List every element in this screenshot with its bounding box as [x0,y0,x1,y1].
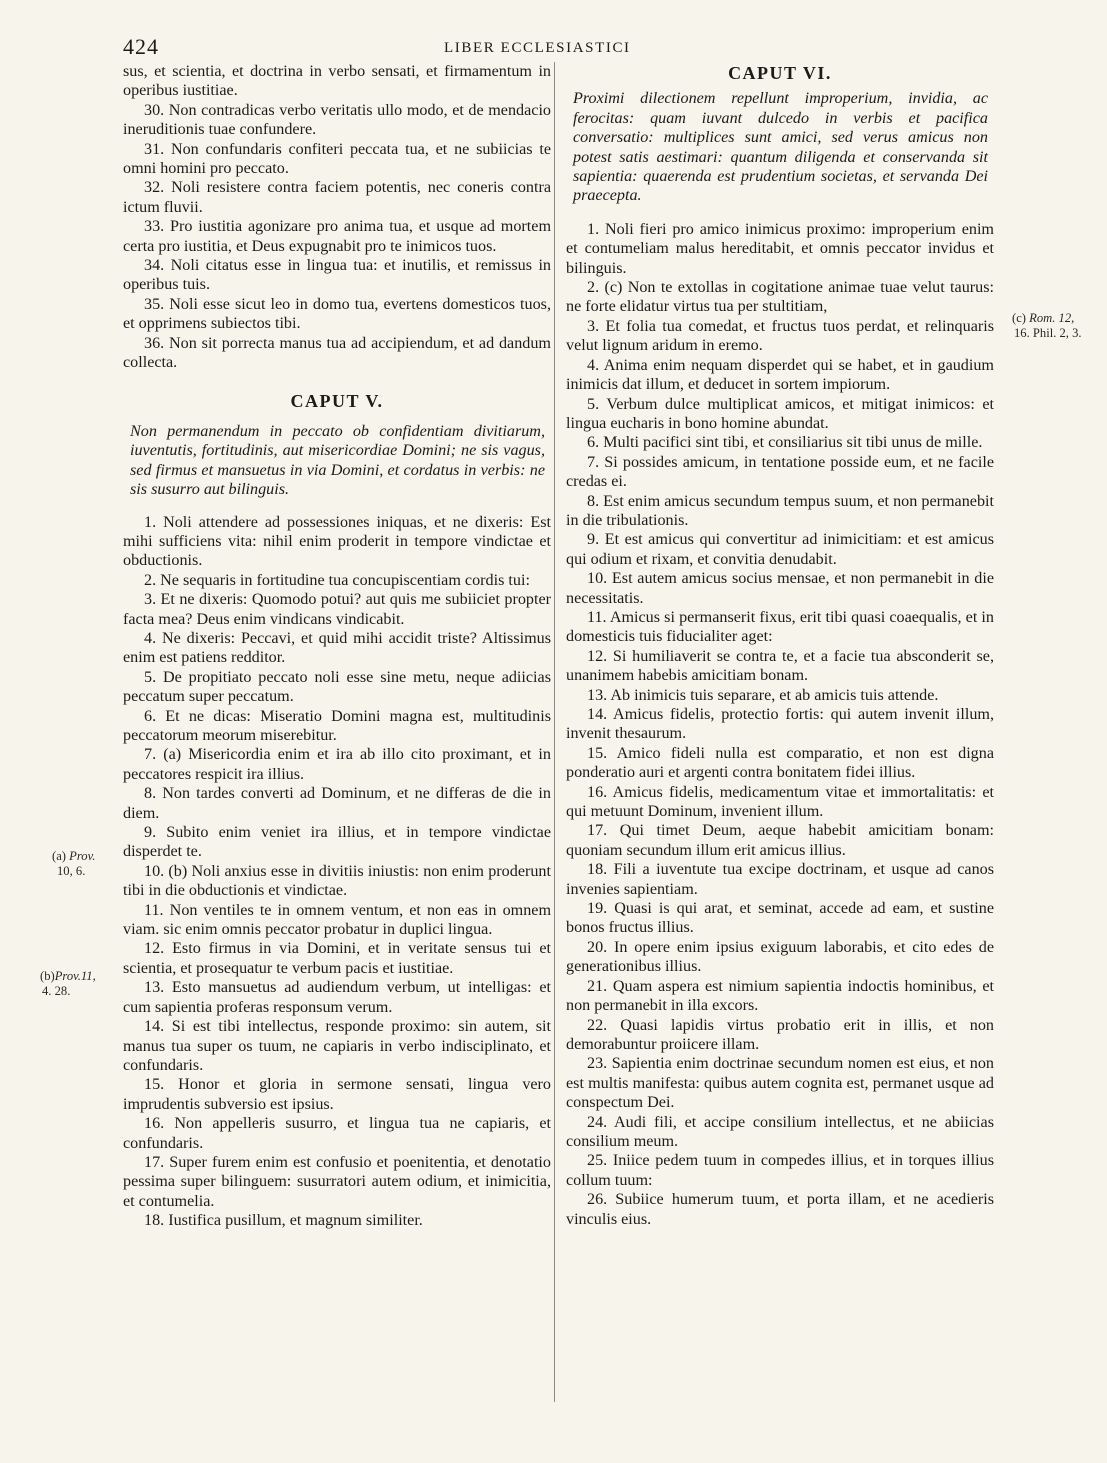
verse-paragraph: 5. De propitiato peccato noli esse sine metu, neque adiicias peccatum super peccatum. [123,668,551,706]
verse-paragraph: 23. Sapientia enim doctrinae secundum nomen est eius, et non est multis manifesta: quibus autem cognita est, permanet usque ad conspectum Dei. [566,1055,994,1112]
verse-paragraph: 30. Non contradicas verbo veritatis ullo modo, et de mendacio ineruditionis tuae confundere. [123,101,551,139]
verse-paragraph: 8. Est enim amicus secundum tempus suum, et non permanebit in die tribulationis. [566,492,994,529]
verse-paragraph: 31. Non confundaris confiteri peccata tua, et ne subiicias te omni homini pro peccato. [123,140,551,178]
verse-paragraph: 11. Non ventiles te in omnem ventum, et non eas in omnem viam. sic enim omnis peccator probatur in duplici lingua. [123,901,551,939]
verse-paragraph: 22. Quasi lapidis virtus probatio erit in illis, et non demorabuntur proiicere illam. [566,1016,994,1053]
verse-paragraph: 8. Non tardes converti ad Dominum, et ne differas de die in diem. [123,785,551,822]
verse-paragraph: 9. Subito enim veniet ira illius, et in tempore vindictae disperdet te. [123,824,551,861]
note-reference: Prov.11, [54,969,96,983]
verse-paragraph: 4. Anima enim nequam disperdet qui se habet, et in gaudium inimicis dat illum, et deducet in sortem impiorum. [566,356,994,394]
verse-paragraph: 7. Si possides amicum, in tentatione posside eum, et ne facile credas ei. [566,453,994,491]
verse-paragraph: 21. Quam aspera est nimium sapientia indoctis hominibus, et non permanebit in illa excors. [566,977,994,1015]
margin-note-b [40,969,96,998]
note-reference: 10, 6. [57,863,86,878]
verse-paragraph: 10. Est autem amicus socius mensae, et non permanebit in die necessitatis. [566,570,994,607]
verse-paragraph: 17. Qui timet Deum, aeque habebit amicitiam bonam: quoniam secundum illum erit amicus illius. [566,822,994,859]
verse-paragraph: 16. Non appelleris susurro, et lingua tua ne capiaris, et confundaris. [123,1115,551,1152]
chapter-heading: CAPUT V. [290,390,384,411]
verse-paragraph: 1. Noli fieri pro amico inimicus proximo: improperium enim et contumeliam malus hereditabit, et omnis peccator invidus et bilinguis. [566,220,994,277]
verse-paragraph: 9. Et est amicus qui convertitur ad inimicitiam: et est amicus qui odium et rixam, et convitia denudabit. [566,531,994,568]
verse-paragraph: 34. Noli citatus esse in lingua tua: et inutilis, et remissus in operibus tuis. [123,257,551,294]
verse-paragraph: 32. Noli resistere contra faciem potentis, nec coneris contra ictum fluvii. [123,179,551,216]
verse-paragraph: 16. Amicus fidelis, medicamentum vitae et immortalitatis: et qui metuunt Dominum, invenient illum. [566,783,994,821]
note-marker: (a) [52,849,66,863]
verse-paragraph: 7. (a) Misericordia enim et ira ab illo cito proximant, et in peccatores respicit ira illius. [123,746,551,783]
verse-paragraph: 35. Noli esse sicut leo in domo tua, evertens domesticos tuos, et opprimens subiectos tibi. [123,295,551,333]
verse-paragraph: 3. Et folia tua comedat, et fructus tuos perdat, et relinquaris velut lignum aridum in eremo. [566,317,994,355]
note-reference: 16. Phil. 2, 3. [1014,325,1082,340]
verse-paragraph: 36. Non sit porrecta manus tua ad accipiendum, et ad dandum collecta. [123,334,551,372]
verse-paragraph: 12. Si humiliaverit se contra te, et a facie tua absconderit se, unanimem habebis amicitiam bonam. [566,647,994,685]
margin-note-c [1012,311,1082,340]
verse-paragraph: 15. Honor et gloria in sermone sensati, lingua vero imprudentis subversio est ipsius. [123,1076,551,1113]
verse-paragraph: 17. Super furem enim est confusio et poenitentia, et denotatio pessima super bilinguem: susurratori autem odium, et inimicitia, et contumelia. [123,1153,551,1210]
margin-note-a [52,849,95,878]
verse-paragraph: 13. Ab inimicis tuis separare, et ab amicis tuis attende. [587,686,939,704]
verse-paragraph: 6. Et ne dicas: Miseratio Domini magna est, multitudinis peccatorum meorum miserebitur. [123,707,551,744]
verse-paragraph: 18. Iustifica pusillum, et magnum similiter. [144,1212,423,1230]
verse-paragraph: 12. Esto firmus in via Domini, et in veritate sensus tui et scientia, et prosequatur te verbum pacis et iustitiae. [123,940,551,977]
note-reference: Rom. 12, [1029,311,1075,325]
verse-paragraph: 2. (c) Non te extollas in cogitatione animae tuae velut taurus: ne forte elidatur virtus tua per stultitiam, [566,279,994,316]
verse-paragraph: 10. (b) Noli anxius esse in divitiis iniustis: non enim proderunt tibi in die obductionis et vindictae. [123,862,551,900]
verse-paragraph: 24. Audi fili, et accipe consilium intellectus, et ne abiicias consilium meum. [566,1113,994,1150]
verse-paragraph: 13. Esto mansuetus ad audiendum verbum, ut intelligas: et cum sapientia proferas responsum verum. [123,979,551,1016]
verse-paragraph: 3. Et ne dixeris: Quomodo potui? aut quis me subiiciet propter facta mea? Deus enim vindicans vindicabit. [123,591,551,628]
column-divider [554,62,555,1402]
chapter-summary: Proximi dilectionem repellunt improperium, invidia, ac ferocitas: quam iuvant dulcedo in verbis et pacifica conversatio: multiplices sunt amici, sed verus amicus non potest satis aestimari: quantum diligenda et conservanda sit sapientia: quaerenda est prudentium societas, et servanda Dei praecepta. [573,90,988,205]
note-reference: 4. 28. [42,983,71,998]
verse-paragraph: 15. Amico fideli nulla est comparatio, et non est digna ponderatio auri et argenti contra bonitatem fidei illius. [566,744,994,782]
verse-paragraph: sus, et scientia, et doctrina in verbo sensati, et firmamentum in operibus iustitiae. [123,63,551,100]
note-marker: (c) [1012,311,1026,325]
verse-paragraph: 6. Multi pacifici sint tibi, et consiliarius sit tibi unus de mille. [587,434,983,452]
chapter-heading: CAPUT VI. [728,63,832,83]
verse-paragraph: 14. Amicus fidelis, protectio fortis: qui autem invenit illum, invenit thesaurum. [566,706,994,743]
verse-paragraph: 4. Ne dixeris: Peccavi, et quid mihi accidit triste? Altissimus enim est patiens redditor. [123,629,551,667]
verse-paragraph: 5. Verbum dulce multiplicat amicos, et mitigat inimicos: et lingua eucharis in bono homine abundat. [566,395,994,432]
note-reference: Prov. [69,849,96,863]
verse-paragraph: 14. Si est tibi intellectus, responde proximo: sin autem, sit manus tua super os tuum, ne capiaris in verbo indisciplinato, et confundaris. [123,1018,551,1074]
verse-paragraph: 19. Quasi is qui arat, et seminat, accede ad eam, et sustine bonos fructus illius. [566,900,994,937]
verse-paragraph: 1. Noli attendere ad possessiones iniquas, et ne dixeris: Est mihi sufficiens vita: nihil enim proderit in tempore vindictae et obductionis. [123,513,551,570]
page-header [0,34,1107,62]
verse-paragraph: 26. Subiice humerum tuum, et porta illam, et ne acedieris vinculis eius. [566,1191,994,1228]
right-column [566,62,994,1229]
verse-paragraph: 18. Fili a iuventute tua excipe doctrinam, et usque ad canos invenies sapientiam. [566,861,994,898]
left-column [123,62,551,1231]
verse-paragraph: 20. In opere enim ipsius exiguum laborabis, et cito edes de generationibus illius. [566,938,994,976]
verse-paragraph: 25. Iniice pedem tuum in compedes illius, et in torques illius collum tuum: [566,1152,994,1189]
running-head: LIBER ECCLESIASTICI [444,40,631,56]
page-number: 424 [123,34,159,59]
verse-paragraph: 33. Pro iustitia agonizare pro anima tua, et usque ad mortem certa pro iustitia, et Deus expugnabit pro te inimicos tuos. [123,218,551,255]
note-marker: (b) [40,969,55,983]
verse-paragraph: 11. Amicus si permanserit fixus, erit tibi quasi coaequalis, et in domesticis tuis fiducialiter aget: [566,608,994,646]
verse-paragraph: 2. Ne sequaris in fortitudine tua concupiscentiam cordis tui: [144,571,530,589]
chapter-summary: Non permanendum in peccato ob confidentiam divitiarum, iuventutis, fortitudinis, aut misericordiae Domini; ne sis vagus, sed firmus et mansuetus in via Domini, et cordatus in verbis: ne sis susurro aut bilinguis. [130,422,545,499]
